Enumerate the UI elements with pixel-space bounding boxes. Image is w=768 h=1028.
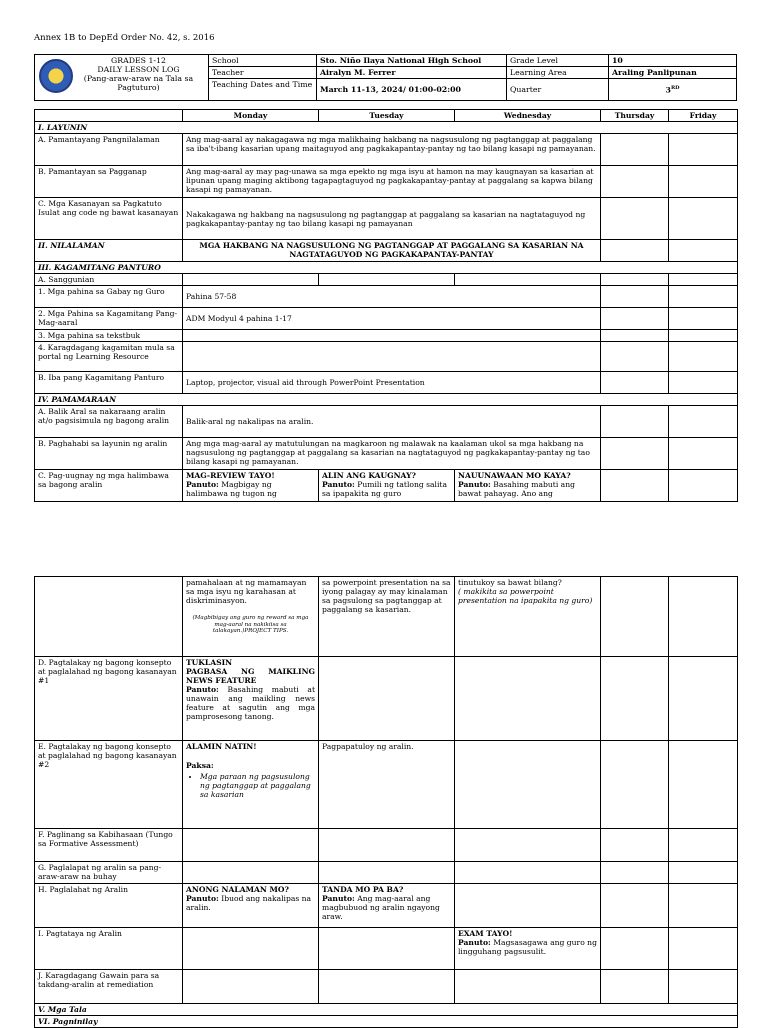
kasanayan-text: Nakakagawa ng hakbang na nagsusulong ng pagtanggap at paggalang sa kasarian na nagtataguyod ng pagkakapantay-pantay ng tao bilang kasapi ng pamayanan: [183, 198, 601, 240]
paksa-label: Paksa:: [186, 761, 214, 770]
deped-seal-icon: [39, 59, 73, 93]
panuto-label: Panuto:: [322, 894, 355, 903]
empty-cell: [669, 862, 738, 884]
empty-cell: [669, 406, 738, 438]
pag-uugnay-tuesday: [319, 470, 455, 502]
empty-cell: [669, 308, 738, 330]
empty-cell: [669, 330, 738, 342]
empty-cell: [601, 372, 669, 394]
row-label-pamantayang-pangnilalaman: A. Pamantayang Pangnilalaman: [35, 134, 183, 166]
row-label-paglalapat: G. Paglalapat ng aralin sa pang-araw-araw na buhay: [35, 862, 183, 884]
continued-monday: [183, 577, 319, 657]
empty-cell: [319, 862, 455, 884]
empty-cell: [601, 884, 669, 928]
iba-pang-kagamitan-text: Laptop, projector, visual aid through PowerPoint Presentation: [183, 372, 601, 394]
section-kagamitan: III. KAGAMITANG PANTURO: [35, 262, 738, 274]
activity-text: Pumili ng tatlong salita sa ipapakita ng guro: [322, 480, 447, 498]
empty-cell: [601, 406, 669, 438]
row-label-pagtalakay-1: D. Pagtalakay ng bagong konsepto at paglalahad ng bagong kasanayan #1: [35, 657, 183, 741]
empty-cell: [669, 286, 738, 308]
note-text: (Magbibigay ang guro ng reward sa mga mag-aaral na nakikiisa sa talakayan.)PROJECT TIPS.: [192, 615, 309, 635]
empty-cell: [183, 928, 319, 970]
activity-title: ANONG NALAMAN MO?: [186, 885, 289, 894]
quarter-label: Quarter: [507, 79, 609, 101]
row-label-gabay-ng-guro: 1. Mga pahina sa Gabay ng Guro: [35, 286, 183, 308]
panuto-label: Panuto:: [186, 480, 219, 489]
activity-text: Magbigay ng halimbawa ng tugon ng: [186, 480, 277, 498]
row-label-learning-resource: 4. Karagdagang kagamitan mula sa portal ng Learning Resource: [35, 342, 183, 372]
activity-title: MAG-REVIEW TAYO!: [186, 471, 275, 480]
activity-title: TUKLASIN: [186, 658, 233, 667]
pag-uugnay-wednesday: [455, 470, 601, 502]
empty-cell: [601, 286, 669, 308]
lesson-log-title-cell: [35, 55, 209, 101]
row-label-paglinang: F. Paglinang sa Kabihasaan (Tungo sa Formative Assessment): [35, 829, 183, 862]
empty-cell: [669, 657, 738, 741]
empty-cell: [35, 577, 183, 657]
section-mga-tala: V. Mga Tala: [35, 1004, 738, 1016]
empty-cell: [669, 198, 738, 240]
empty-cell: [455, 884, 601, 928]
empty-cell: [601, 657, 669, 741]
dates-label: Teaching Dates and Time: [209, 79, 317, 101]
continued-tuesday: sa powerpoint presentation na sa iyong palagay ay may kinalaman sa pagsulong sa pagtanggap at paggalang sa kasarian.: [319, 577, 455, 657]
day-monday: Monday: [183, 110, 319, 122]
row-label-paglalahat: H. Paglalahat ng Aralin: [35, 884, 183, 928]
pagtalakay-2-monday: [183, 741, 319, 829]
row-label-pamantayan-sa-pagganap: B. Pamantayan sa Pagganap: [35, 166, 183, 198]
dates-value: March 11-13, 2024/ 01:00-02:00: [317, 79, 507, 101]
paksa-item: • Mga paraan ng pagsusulong ng pagtanggap at paggalang sa kasarian: [200, 772, 315, 799]
empty-cell: [669, 970, 738, 1004]
row-label-balik-aral: A. Balik Aral sa nakaraang aralin at/o pagsisimula ng bagong aralin: [35, 406, 183, 438]
row-label-tekstbuk: 3. Mga pahina sa tekstbuk: [35, 330, 183, 342]
title-dll: DAILY LESSON LOG: [97, 65, 180, 74]
empty-cell: [319, 829, 455, 862]
empty-cell: [455, 741, 601, 829]
gabay-ng-guro-text: Pahina 57-58: [183, 286, 601, 308]
empty-cell: [669, 470, 738, 502]
section-nilalaman: II. NILALAMAN: [35, 240, 183, 262]
empty-cell: [669, 134, 738, 166]
lesson-table-page2: [34, 576, 738, 1028]
nilalaman-text: MGA HAKBANG NA NAGSUSULONG NG PAGTANGGAP AT PAGGALANG SA KASARIAN NA NAGTATAGUYOD NG PAGKAKAPANTAY-PANTAY: [183, 240, 601, 262]
empty-cell: [183, 970, 319, 1004]
activity-text: pamahalaan at ng mamamayan sa mga isyu ng karahasan at diskriminasyon.: [186, 578, 307, 605]
balik-aral-text: Balik-aral ng nakalipas na aralin.: [183, 406, 601, 438]
pagtataya-wednesday: [455, 928, 601, 970]
empty-cell: [455, 829, 601, 862]
panuto-label: Panuto:: [186, 894, 219, 903]
activity-text: Ibuod ang nakalipas na aralin.: [186, 894, 312, 912]
section-pamamaraan: IV. PAMAMARAAN: [35, 394, 738, 406]
pagtalakay-2-tuesday: Pagpapatuloy ng aralin.: [319, 741, 455, 829]
activity-title: TANDA MO PA BA?: [322, 885, 404, 894]
teacher-value: Airalyn M. Ferrer: [317, 67, 507, 79]
pamantayan-sa-pagganap-text: Ang mag-aaral ay may pag-unawa sa mga epekto ng mga isyu at hamon na may kaugnayan sa kasarian at lipunan upang maging aktibong tagapagtaguyod ng pagkakapantay-pantay at paggalang sa kapwa bilang kasapi ng pamayanan.: [183, 166, 601, 198]
empty-cell: [601, 134, 669, 166]
row-label-sanggunian: A. Sanggunian: [35, 274, 183, 286]
header-table: [34, 54, 737, 101]
title-subtitle: (Pang-araw-araw na Tala sa Pagtuturo): [83, 74, 194, 92]
empty-cell: [455, 274, 601, 286]
activity-title: ALIN ANG KAUGNAY?: [322, 471, 416, 480]
activity-text: Magsasagawa ang guro ng lingguhang pagsusulit.: [458, 938, 597, 956]
empty-cell: [601, 308, 669, 330]
note-text: ( makikita sa powerpoint presentation na ipapakita ng guro): [458, 587, 593, 605]
pag-uugnay-monday: [183, 470, 319, 502]
corner-cell: [35, 110, 183, 122]
paglalahat-monday: [183, 884, 319, 928]
empty-cell: [183, 342, 601, 372]
empty-cell: [455, 657, 601, 741]
empty-cell: [601, 330, 669, 342]
panuto-label: Panuto:: [458, 938, 491, 947]
row-label-karagdagang-gawain: J. Karagdagang Gawain para sa takdang-aralin at remediation: [35, 970, 183, 1004]
grade-label: Grade Level: [507, 55, 609, 67]
empty-cell: [669, 928, 738, 970]
activity-text: Ang mag-aaral ang magbubuod ng aralin ngayong araw.: [322, 894, 440, 921]
row-label-pag-uugnay: C. Pag-uugnay ng mga halimbawa sa bagong aralin: [35, 470, 183, 502]
empty-cell: [183, 829, 319, 862]
empty-cell: [183, 330, 601, 342]
empty-cell: [601, 166, 669, 198]
area-label: Learning Area: [507, 67, 609, 79]
empty-cell: [183, 862, 319, 884]
paglalahat-tuesday: [319, 884, 455, 928]
empty-cell: [319, 657, 455, 741]
empty-cell: [601, 741, 669, 829]
empty-cell: [669, 741, 738, 829]
pagtalakay-1-monday: [183, 657, 319, 741]
empty-cell: [669, 829, 738, 862]
panuto-label: Panuto:: [322, 480, 355, 489]
empty-cell: [319, 274, 455, 286]
empty-cell: [601, 470, 669, 502]
section-layunin: I. LAYUNIN: [35, 122, 738, 134]
school-label: School: [209, 55, 317, 67]
day-thursday: Thursday: [601, 110, 669, 122]
empty-cell: [601, 577, 669, 657]
school-value: Sto. Niño Ilaya National High School: [317, 55, 507, 67]
day-wednesday: Wednesday: [455, 110, 601, 122]
empty-cell: [601, 862, 669, 884]
lesson-table-page1: [34, 109, 738, 502]
grade-value: 10: [609, 55, 737, 67]
empty-cell: [669, 166, 738, 198]
activity-text: Basahing mabuti ang bawat pahayag. Ano ang: [458, 480, 575, 498]
day-tuesday: Tuesday: [319, 110, 455, 122]
empty-cell: [601, 198, 669, 240]
empty-cell: [455, 970, 601, 1004]
empty-cell: [669, 342, 738, 372]
day-friday: Friday: [669, 110, 738, 122]
empty-cell: [183, 274, 319, 286]
pamantayang-pangnilalaman-text: Ang mag-aaral ay nakagagawa ng mga malikhaing hakbang na nagsusulong ng pagtanggap at paggalang sa iba't-ibang kasarian upang maitaguyod ang pagkakapantay-pantay ng tao bilang kasapi ng pamayanan.: [183, 134, 601, 166]
row-label-paghahabi: B. Paghahabi sa layunin ng aralin: [35, 438, 183, 470]
row-label-pagtataya: I. Pagtataya ng Aralin: [35, 928, 183, 970]
empty-cell: [669, 884, 738, 928]
title-grades: GRADES 1-12: [110, 56, 166, 65]
activity-title: NAUUNAWAAN MO KAYA?: [458, 471, 571, 480]
empty-cell: [601, 829, 669, 862]
empty-cell: [601, 928, 669, 970]
row-label-kagamitang-pang-mag-aaral: 2. Mga Pahina sa Kagamitang Pang-Mag-aaral: [35, 308, 183, 330]
row-label-iba-pang-kagamitan: B. Iba pang Kagamitang Panturo: [35, 372, 183, 394]
empty-cell: [455, 862, 601, 884]
empty-cell: [319, 970, 455, 1004]
continued-wednesday: [455, 577, 601, 657]
paghahabi-text: Ang mga mag-aaral ay matutulungan na magkaroon ng malawak na kaalaman ukol sa mga hakbang na nagsusulong ng pagtanggap at paggalang sa kasarian na nagtataguyod ng pagkakapantay-pantay ng tao bilang kasapi ng pamayanan.: [183, 438, 601, 470]
activity-text: tinutukoy sa bawat bilang?: [458, 578, 562, 587]
panuto-label: Panuto:: [186, 685, 219, 694]
empty-cell: [319, 928, 455, 970]
empty-cell: [601, 240, 669, 262]
activity-text: Basahing mabuti at unawain ang maikling news feature at sagutin ang mga pamprosesong tanong.: [186, 685, 315, 721]
empty-cell: [669, 438, 738, 470]
empty-cell: [669, 577, 738, 657]
teacher-label: Teacher: [209, 67, 317, 79]
area-value: Araling Panlipunan: [609, 67, 737, 79]
annex-reference: Annex 1B to DepEd Order No. 42, s. 2016: [34, 33, 215, 43]
empty-cell: [601, 970, 669, 1004]
activity-title: ALAMIN NATIN!: [186, 742, 257, 751]
activity-subtitle: PAGBASA NG MAIKLING NEWS FEATURE: [186, 667, 315, 685]
row-label-pagtalakay-2: E. Pagtalakay ng bagong konsepto at paglalahad ng bagong kasanayan #2: [35, 741, 183, 829]
empty-cell: [669, 240, 738, 262]
panuto-label: Panuto:: [458, 480, 491, 489]
empty-cell: [669, 274, 738, 286]
row-label-kasanayan: C. Mga Kasanayan sa Pagkatuto Isulat ang code ng bawat kasanayan: [35, 198, 183, 240]
paksa-list: [200, 772, 315, 799]
section-pagninilay: VI. Pagninilay: [35, 1016, 738, 1028]
empty-cell: [601, 342, 669, 372]
activity-title: EXAM TAYO!: [458, 929, 513, 938]
empty-cell: [669, 372, 738, 394]
empty-cell: [601, 438, 669, 470]
empty-cell: [601, 274, 669, 286]
quarter-value: 3RD: [609, 79, 737, 101]
kagamitang-pang-mag-aaral-text: ADM Modyul 4 pahina 1-17: [183, 308, 601, 330]
